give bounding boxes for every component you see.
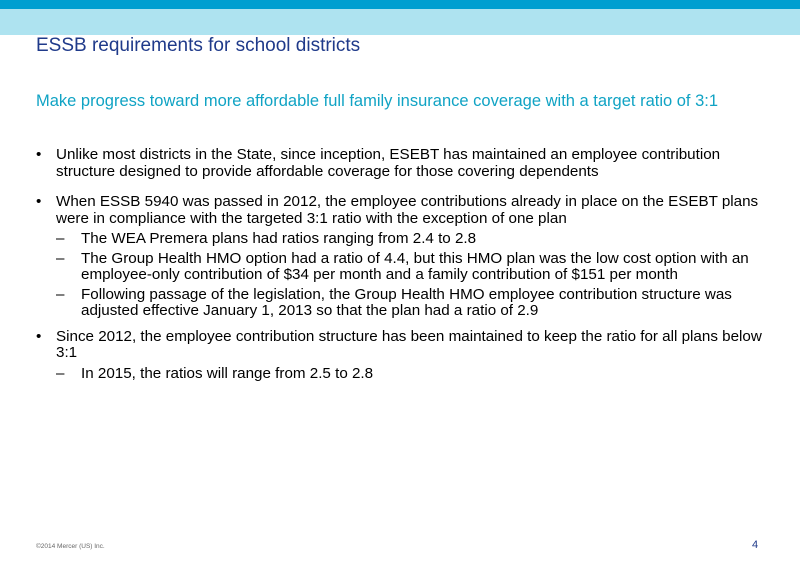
sub-bullet-item: [36, 366, 766, 383]
bullet-marker: •: [36, 327, 42, 345]
bullet-list: [36, 147, 766, 385]
sub-bullet-marker: –: [56, 364, 65, 382]
sub-bullet-marker: –: [56, 230, 65, 247]
bullet-item: [36, 194, 766, 227]
sub-bullet-item: [36, 231, 766, 248]
top-accent-bar: [0, 0, 800, 9]
sub-bullet-item: [36, 251, 766, 284]
sub-bullet-marker: –: [56, 249, 65, 267]
sub-bullet-text: The WEA Premera plans had ratios ranging from 2.4 to 2.8: [81, 230, 477, 247]
sub-bullet-text: In 2015, the ratios will range from 2.5 to 2.8: [81, 364, 374, 382]
bullet-marker: •: [36, 146, 42, 163]
bullet-text: When ESSB 5940 was passed in 2012, the employee contributions already in place on the ESEBT plans were in compliance with the targeted 3:1 ratio with the exception of one plan: [56, 193, 759, 227]
copyright-footer: ©2014 Mercer (US) Inc.: [36, 543, 105, 550]
sub-bullet-text: Following passage of the legislation, the Group Health HMO employee contribution structure was adjusted effective January 1, 2013 so that the plan had a ratio of 2.9: [81, 285, 732, 319]
bullet-text: Since 2012, the employee contribution structure has been maintained to keep the ratio for all plans below 3:1: [56, 327, 762, 361]
slide-subtitle: Make progress toward more affordable full family insurance coverage with a target ratio of 3:1: [36, 92, 719, 110]
sub-bullet-text: The Group Health HMO option had a ratio of 4.4, but this HMO plan was the low cost option with an employee-only contribution of $34 per month and a family contribution of $151 per month: [81, 249, 749, 283]
bullet-item: [36, 147, 766, 180]
top-header-band: [0, 9, 800, 35]
bullet-marker: •: [36, 193, 42, 210]
bullet-item: [36, 329, 766, 362]
bullet-text: Unlike most districts in the State, since inception, ESEBT has maintained an employee contribution structure designed to provide affordable coverage for those covering dependents: [56, 146, 721, 180]
page-number: 4: [752, 539, 759, 551]
sub-bullet-marker: –: [56, 285, 65, 303]
sub-bullet-item: [36, 287, 766, 320]
slide-title: ESSB requirements for school districts: [36, 35, 361, 56]
